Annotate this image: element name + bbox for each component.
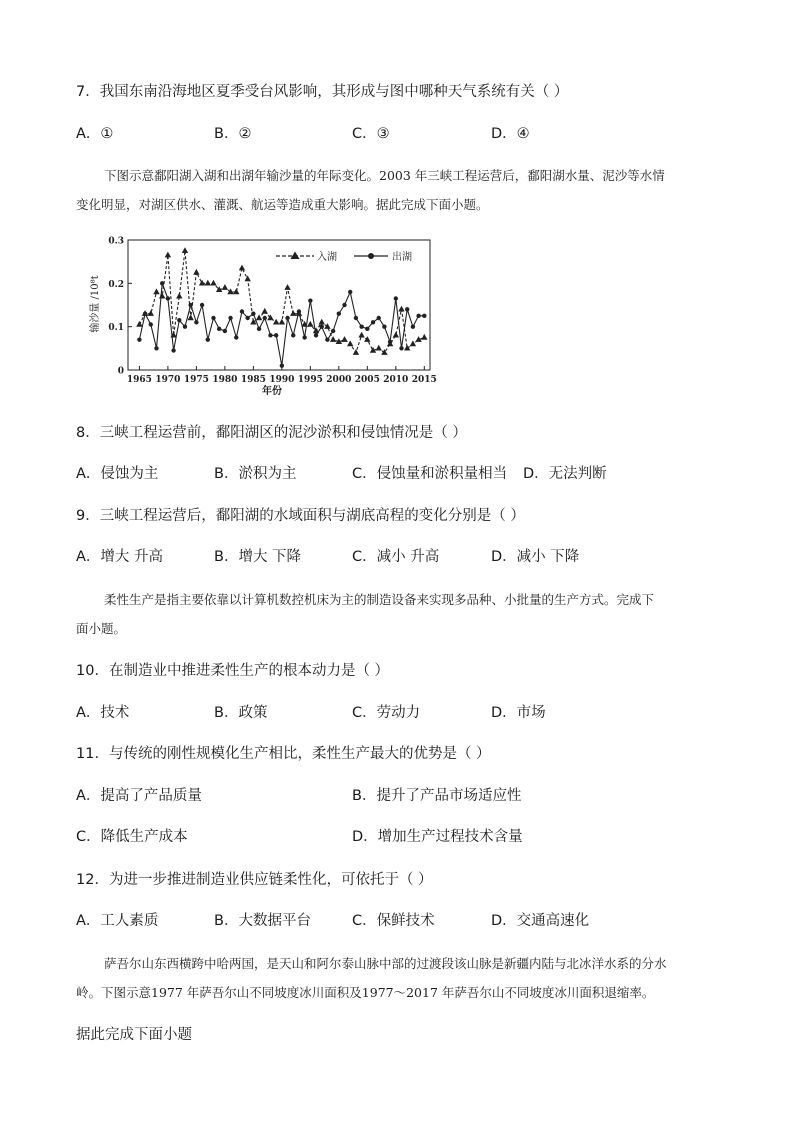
outflow-point (365, 327, 369, 331)
q9-stem: 9．三峡工程运营后，鄱阳湖的水域面积与湖底高程的变化分别是（ ） (76, 508, 525, 524)
y-tick-label: 0.1 (108, 323, 124, 334)
q7-option-a[interactable]: A．① (76, 126, 114, 142)
inflow-point (364, 336, 370, 342)
outflow-point (206, 337, 210, 341)
inflow-point (262, 308, 268, 314)
outflow-point (188, 303, 192, 307)
outflow-point (268, 333, 272, 337)
outflow-point (177, 318, 181, 322)
q12-option-d[interactable]: D．交通高速化 (491, 913, 590, 929)
inflow-point (398, 306, 404, 312)
inflow-point (176, 293, 182, 299)
intro3-line1: 萨吾尔山东西横跨中哈两国，是天山和阿尔泰山脉中部的过渡段该山脉是新疆内陆与北冰洋水系的分水 (104, 956, 667, 971)
outflow-point (223, 329, 227, 333)
outflow-point (354, 316, 358, 320)
outflow-point (342, 303, 346, 307)
outflow-point (359, 324, 363, 328)
q11-stem: 11．与传统的刚性规模化生产相比，柔性生产最大的优势是（ ） (76, 746, 491, 762)
q8-option-c[interactable]: C．侵蚀量和淤积量相当 (352, 466, 508, 482)
q8-option-a[interactable]: A．侵蚀为主 (76, 466, 159, 482)
inflow-point (279, 319, 285, 325)
inflow-point (205, 280, 211, 286)
legend (276, 250, 412, 263)
outflow-point (394, 296, 398, 300)
x-tick-label: 1995 (297, 375, 323, 385)
outflow-point (183, 324, 187, 328)
inflow-point (358, 332, 364, 338)
q10-option-b[interactable]: B．政策 (214, 705, 268, 721)
x-tick-label: 1965 (126, 375, 152, 385)
inflow-point (222, 284, 228, 290)
inflow-point (410, 340, 416, 346)
outflow-point (422, 314, 426, 318)
q9-option-d[interactable]: D．减小 下降 (491, 549, 580, 565)
outflow-point (240, 309, 244, 313)
inflow-point (199, 280, 205, 286)
y-axis-label: 输沙量 /10⁸t (90, 275, 101, 333)
inflow-point (376, 345, 382, 351)
x-tick-label: 2010 (383, 375, 409, 385)
q8-stem: 8．三峡工程运营前，鄱阳湖区的泥沙淤积和侵蚀情况是（ ） (76, 425, 467, 441)
q9-option-c[interactable]: C．减小 升高 (352, 549, 440, 565)
outflow-point (149, 322, 153, 326)
inflow-point (341, 336, 347, 342)
intro3-line2: 岭。下图示意1977 年萨吾尔山不同坡度冰川面积及1977～2017 年萨吾尔山不同坡度冰川面积退缩率。 (76, 985, 655, 1000)
inflow-point (393, 332, 399, 338)
inflow-point (182, 247, 188, 253)
sediment-chart (92, 232, 440, 398)
q12-option-b[interactable]: B．大数据平台 (214, 913, 311, 929)
q11-option-a[interactable]: A．提高了产品质量 (76, 788, 202, 804)
inflow-point (239, 265, 245, 271)
intro1-line1: 下图示意鄱阳湖入湖和出湖年输沙量的年际变化。2003 年三峡工程运营后，鄱阳湖水量、泥沙等水情 (104, 168, 665, 183)
outflow-point (217, 327, 221, 331)
y-tick-label: 0.2 (108, 279, 124, 290)
outflow-point (257, 327, 261, 331)
inflow-point (307, 321, 313, 327)
q11-option-b[interactable]: B．提升了产品市场适应性 (352, 788, 522, 804)
x-tick-label: 1980 (212, 375, 238, 385)
q10-option-a[interactable]: A．技术 (76, 705, 130, 721)
inflow-point (159, 293, 165, 299)
outflow-point (308, 298, 312, 302)
q8-option-d[interactable]: D．无法判断 (523, 466, 607, 482)
inflow-point (421, 334, 427, 340)
q9-option-b[interactable]: B．增大 下降 (214, 549, 302, 565)
q7-stem: 7．我国东南沿海地区夏季受台风影响，其形成与图中哪种天气系统有关（ ） (76, 84, 569, 100)
outflow-point (297, 309, 301, 313)
legend-label-inflow: 入湖 (317, 252, 337, 263)
q7-option-c[interactable]: C．③ (352, 126, 390, 142)
inflow-point (353, 349, 359, 355)
x-tick-label: 2005 (354, 375, 380, 385)
outflow-point (200, 303, 204, 307)
inflow-point (233, 288, 239, 294)
outflow-point (228, 316, 232, 320)
inflow-point (136, 321, 142, 327)
inflow-point (210, 280, 216, 286)
y-tick-label: 0.3 (108, 236, 124, 247)
intro1-line2: 变化明显，对湖区供水、灌溉、航运等造成重大影响。据此完成下面小题。 (76, 197, 489, 212)
q11-option-d[interactable]: D．增加生产过程技术含量 (352, 829, 523, 845)
q10-option-c[interactable]: C．劳动力 (352, 705, 421, 721)
outflow-point (314, 333, 318, 337)
legend-label-outflow: 出湖 (392, 252, 412, 263)
x-axis-label: 年份 (262, 386, 282, 397)
outflow-point (320, 324, 324, 328)
inflow-point (330, 336, 336, 342)
inflow-point (193, 269, 199, 275)
inflow-point (153, 288, 159, 294)
outflow-point (137, 337, 141, 341)
q12-option-c[interactable]: C．保鲜技术 (352, 913, 435, 929)
q7-option-d[interactable]: D．④ (491, 126, 530, 142)
inflow-point (244, 275, 250, 281)
outflow-point (263, 316, 267, 320)
outflow-point (166, 296, 170, 300)
outflow-point (325, 337, 329, 341)
outflow-point (291, 333, 295, 337)
q10-stem: 10．在制造业中推进柔性生产的根本动力是（ ） (76, 663, 390, 679)
inflow-point (273, 319, 279, 325)
outflow-point (160, 281, 164, 285)
outflow-point (245, 316, 249, 320)
outflow-point (194, 320, 198, 324)
inflow-point (324, 323, 330, 329)
outflow-point (251, 311, 255, 315)
q12-option-a[interactable]: A．工人素质 (76, 913, 159, 929)
outflow-point (405, 307, 409, 311)
outflow-point (274, 333, 278, 337)
x-tick-label: 2000 (326, 375, 352, 385)
outflow-point (234, 335, 238, 339)
outflow-point (331, 329, 335, 333)
q7-option-b[interactable]: B．② (214, 126, 252, 142)
outflow-point (280, 363, 284, 367)
inflow-point (290, 310, 296, 316)
outflow-point (337, 311, 341, 315)
q10-option-d[interactable]: D．市场 (491, 705, 546, 721)
inflow-point (319, 319, 325, 325)
q12-stem: 12．为进一步推进制造业供应链柔性化，可依托于（ ） (76, 872, 433, 888)
outflow-point (285, 316, 289, 320)
x-tick-label: 1985 (240, 375, 266, 385)
inflow-point (284, 284, 290, 290)
q11-option-c[interactable]: C．降低生产成本 (76, 829, 188, 845)
outflow-point (377, 316, 381, 320)
q8-option-b[interactable]: B．淤积为主 (214, 466, 297, 482)
x-tick-label: 1970 (155, 375, 181, 385)
inflow-point (227, 288, 233, 294)
outflow-point (211, 316, 215, 320)
inflow-point (148, 310, 154, 316)
x-tick-label: 1975 (183, 375, 209, 385)
outflow-point (171, 348, 175, 352)
outflow-point (411, 324, 415, 328)
x-tick-label: 1990 (269, 375, 295, 385)
outflow-point (143, 311, 147, 315)
outflow-point (302, 335, 306, 339)
intro2-line1: 柔性生产是指主要依靠以计算机数控机床为主的制造设备来实现多品种、小批量的生产方式。完成下 (104, 592, 655, 607)
series-line-inflow (139, 251, 424, 353)
outflow-point (399, 346, 403, 350)
outflow-point (416, 314, 420, 318)
outflow-point (348, 290, 352, 294)
intro3-line3: 据此完成下面小题 (76, 1027, 192, 1043)
outflow-point (371, 320, 375, 324)
y-tick-label: 0 (117, 366, 124, 377)
x-tick-label: 2015 (411, 375, 437, 385)
outflow-point (154, 346, 158, 350)
inflow-point (165, 252, 171, 258)
inflow-point (347, 340, 353, 346)
outflow-point (382, 324, 386, 328)
inflow-point (404, 345, 410, 351)
outflow-point (388, 340, 392, 344)
intro2-line2: 面小题。 (76, 621, 127, 636)
q9-option-a[interactable]: A．增大 升高 (76, 549, 164, 565)
